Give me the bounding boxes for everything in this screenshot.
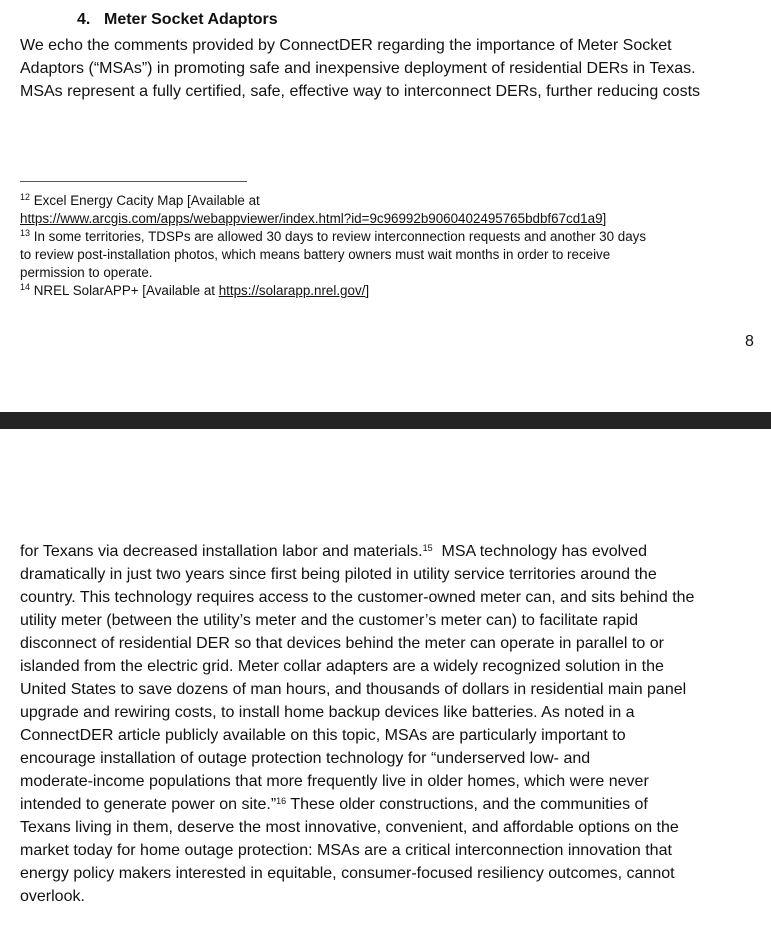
- footnote-marker: 14: [20, 282, 31, 292]
- text-line: [20, 793, 694, 816]
- footnote-divider: [20, 181, 247, 182]
- text-line: encourage installation of outage protection technology for “underserved low- and: [20, 750, 591, 767]
- footnote-13: [20, 228, 646, 246]
- footnote-link[interactable]: https://solarapp.nrel.gov/: [218, 283, 366, 298]
- text-line: energy policy makers interested in equitable, consumer-focused resiliency outcomes, cannot: [20, 865, 675, 882]
- text-line: Adaptors (“MSAs”) in promoting safe and inexpensive deployment of residential DERs in Texas.: [20, 60, 696, 77]
- footnote-12: [20, 192, 646, 210]
- page-number: 8: [745, 333, 754, 350]
- footnote-text: ]: [602, 211, 607, 226]
- text-line: upgrade and rewiring costs, to install home backup devices like batteries. As noted in a: [20, 704, 635, 721]
- text-line: overlook.: [20, 888, 85, 905]
- text-line: dramatically in just two years since first being piloted in utility service territories around the: [20, 566, 657, 583]
- text-line: moderate-income populations that more frequently live in older homes, which were never: [20, 773, 649, 790]
- footnote-marker: 12: [20, 192, 31, 202]
- section-title: Meter Socket Adaptors: [104, 11, 278, 28]
- footnote-marker: 15: [422, 543, 433, 553]
- text-line: MSAs represent a fully certified, safe, effective way to interconnect DERs, further reducing costs: [20, 83, 701, 100]
- text-line: We echo the comments provided by ConnectDER regarding the importance of Meter Socket: [20, 37, 672, 54]
- footnote-marker: 16: [276, 796, 287, 806]
- page-separator: [0, 412, 771, 429]
- text-line: country. This technology requires access to the customer-owned meter can, and sits behind the: [20, 589, 695, 606]
- text-line: ConnectDER article publicly available on this topic, MSAs are particularly important to: [20, 727, 626, 744]
- section-heading: [77, 11, 278, 29]
- footnote-text: In some territories, TDSPs are allowed 30 days to review interconnection requests and another 30 days: [33, 229, 647, 244]
- text-line: [20, 540, 694, 563]
- section-number: 4.: [77, 11, 91, 28]
- text-span: These older constructions, and the communities of: [286, 796, 648, 813]
- text-line: disconnect of residential DER so that devices behind the meter can operate in parallel to or: [20, 635, 664, 652]
- text-line: islanded from the electric grid. Meter collar adapters are a widely recognized solution in the: [20, 658, 664, 675]
- paragraph-page2: [20, 540, 694, 908]
- footnotes: [20, 192, 646, 300]
- text-line: market today for home outage protection: MSAs are a critical interconnection innovation that: [20, 842, 672, 859]
- footnote-text: NREL SolarAPP+ [Available at: [33, 283, 219, 298]
- paragraph-page1: [20, 34, 700, 103]
- footnote-text: permission to operate.: [20, 265, 153, 280]
- footnote-text: to review post-installation photos, which means battery owners must wait months in order to receive: [20, 247, 611, 262]
- text-span: for Texans via decreased installation labor and materials.: [20, 543, 423, 560]
- footnote-14: [20, 282, 646, 300]
- footnote-link[interactable]: https://www.arcgis.com/apps/webappviewer/index.html?id=9c96992b9060402495765bdbf67cd1a9: [20, 211, 603, 226]
- footnote-marker: 13: [20, 228, 31, 238]
- text-line: Texans living in them, deserve the most innovative, convenient, and affordable options on the: [20, 819, 679, 836]
- footnote-text: ]: [365, 283, 370, 298]
- text-span: intended to generate power on site.”: [20, 796, 277, 813]
- text-line: United States to save dozens of man hours, and thousands of dollars in residential main panel: [20, 681, 687, 698]
- text-span: MSA technology has evolved: [432, 543, 647, 560]
- text-line: utility meter (between the utility’s meter and the customer’s meter can) to facilitate rapid: [20, 612, 639, 629]
- footnote-text: Excel Energy Cacity Map [Available at: [33, 193, 260, 208]
